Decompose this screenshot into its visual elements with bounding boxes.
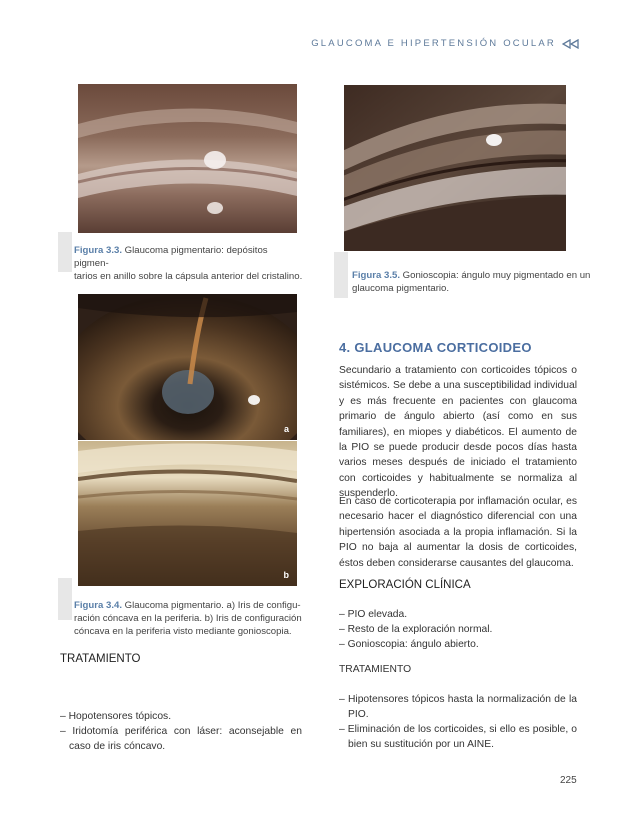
caption-line: Glaucoma pigmentario. a) Iris de configu- [124,600,301,611]
caption-line: glaucoma pigmentario. [352,283,450,294]
figure-3-3-caption [74,244,304,283]
list-item: – Hopotensores tópicos. [60,709,302,724]
paragraph: En caso de corticoterapia por inflamación ocular, es necesario hacer el diagnóstico diferencial con una hipertensión asociada a la propia inflamación. Si la PIO no baja al aumentar la dosis de corticoides, éstos deben considerarse causantes del glaucoma. [339,496,577,569]
caption-tab [334,252,348,298]
list-item: – Eliminación de los corticoides, si ello es posible, o bien su sustitución por un AINE. [339,722,577,752]
figure-3-5-photo [344,85,566,251]
left-tratamiento-heading: TRATAMIENTO [60,653,141,665]
section-title: 4. GLAUCOMA CORTICOIDEO [339,340,532,355]
exploracion-heading: EXPLORACIÓN CLÍNICA [339,579,471,591]
figure-3-4-caption [74,599,306,638]
page-number: 225 [560,775,577,786]
caption-line: Gonioscopia: ángulo muy pigmentado en un [402,270,591,281]
double-left-arrow-icon [562,39,580,49]
caption-line: tarios en anillo sobre la cápsula anterior del cristalino. [74,271,303,282]
figure-3-4a-photo [78,294,297,440]
panel-label-a: a [283,424,289,434]
caption-line: cóncava en la periferia visto mediante gonioscopia. [74,626,292,637]
list-item: – Iridotomía periférica con láser: aconsejable en caso de iris cóncavo. [60,724,302,754]
right-tratamiento-heading: TRATAMIENTO [339,664,412,675]
figure-3-4b-photo [78,441,297,586]
caption-tab [58,232,72,272]
caption-line: ración cóncava en la periferia. b) Iris de configuración [74,613,302,624]
running-header [311,38,580,49]
figure-label: Figura 3.3. [74,245,122,256]
figure-label: Figura 3.5. [352,270,400,281]
list-item: – Gonioscopia: ángulo abierto. [339,637,577,652]
exploracion-list [339,607,577,652]
caption-tab [58,578,72,620]
figure-3-3-photo [78,84,297,233]
right-tratamiento-list [339,692,577,752]
paragraph: Secundario a tratamiento con corticoides tópicos o sistémicos. Se debe a una susceptibilidad individual y es más frecuente en pacientes con glaucoma primario de ángulo abierto (así como en sus familiares), en miopes y diabéticos. El aumento de la PIO se puede producir desde pocos días hasta varios meses después de iniciado el tratamiento con corticoides y habitualmente se normaliza al suspenderlo. [339,365,577,500]
figure-3-5-caption [352,269,592,295]
list-item: – PIO elevada. [339,607,577,622]
running-title: GLAUCOMA E HIPERTENSIÓN OCULAR [311,38,556,49]
list-item: – Resto de la exploración normal. [339,622,577,637]
panel-label-b: b [283,570,289,580]
figure-label: Figura 3.4. [74,600,122,611]
left-tratamiento-list [60,709,302,754]
caption-line: Glaucoma pigmentario: depósitos pigmen- [74,245,268,269]
list-item: – Hipotensores tópicos hasta la normalización de la PIO. [339,692,577,722]
